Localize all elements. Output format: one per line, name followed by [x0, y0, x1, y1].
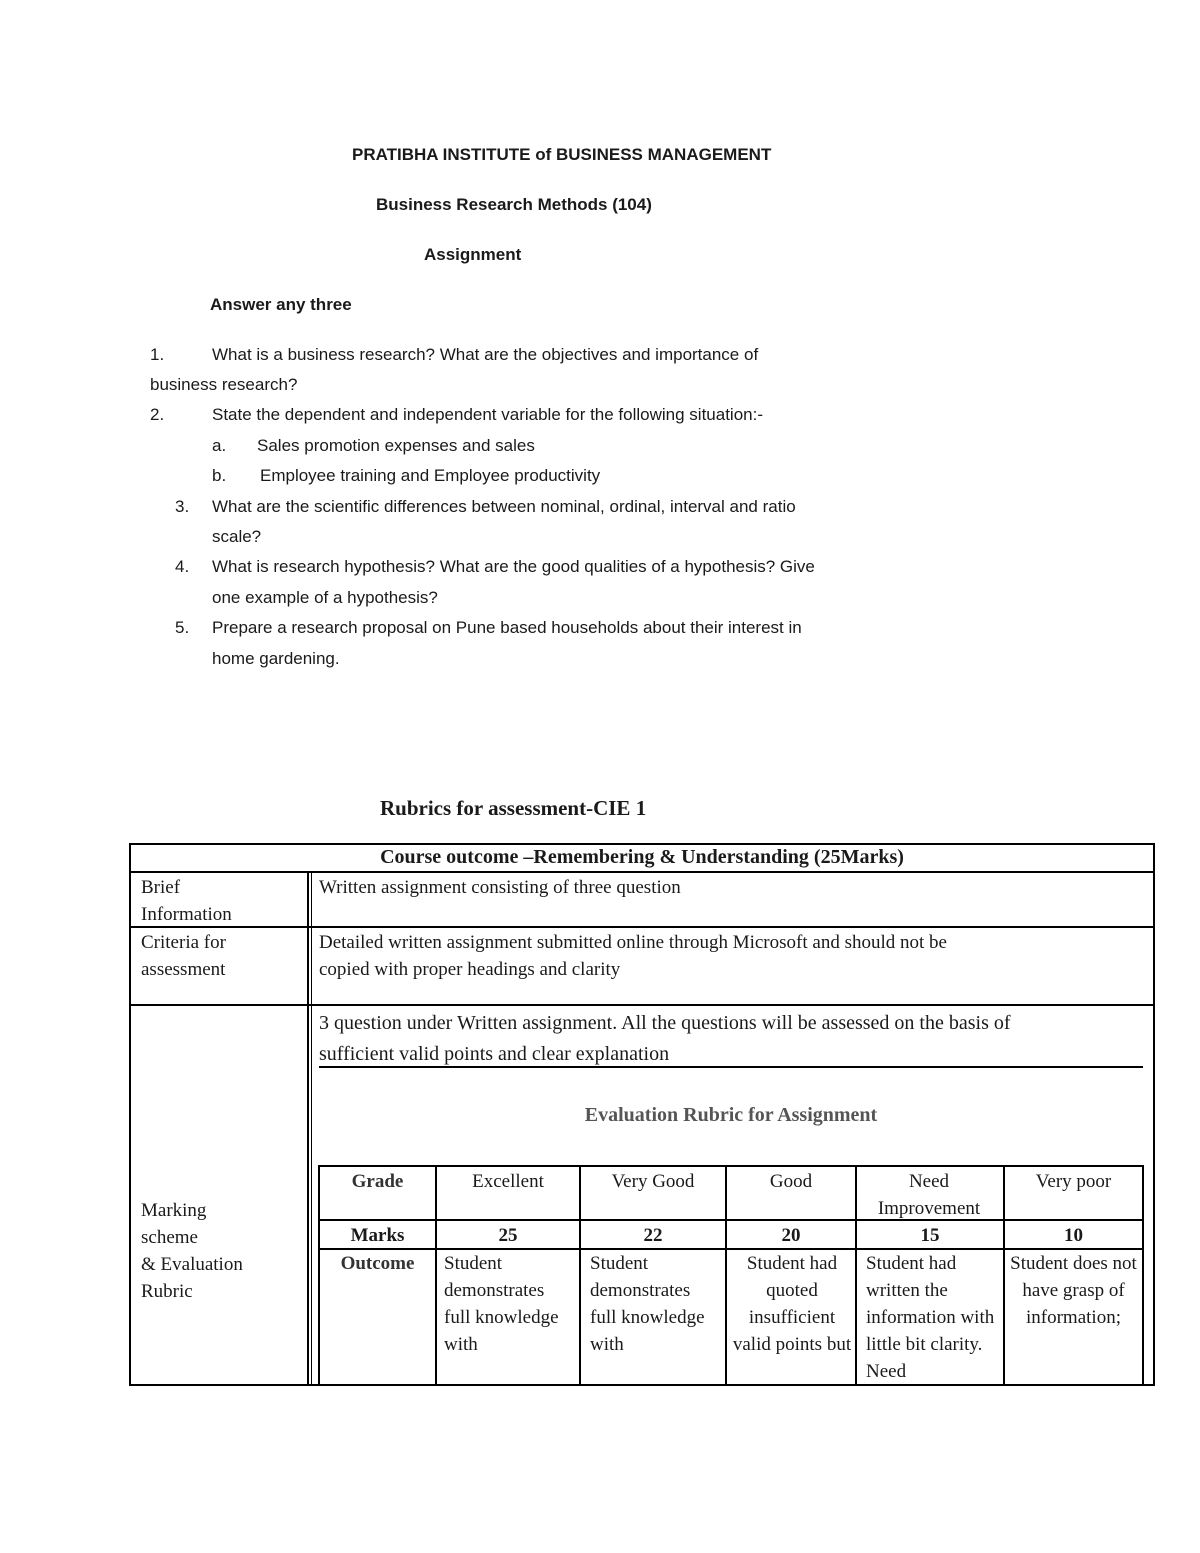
question-2b-text: Employee training and Employee productivity [260, 466, 601, 485]
outcome-very-poor: Student does not have grasp of information; [1010, 1253, 1137, 1328]
marking-value-line2: sufficient valid points and clear explanation [319, 1043, 670, 1065]
outcome-good: Student had quoted insufficient valid points but [732, 1253, 852, 1355]
grade-very-good: Very Good [611, 1171, 695, 1192]
rubric-title: Rubrics for assessment-CIE 1 [380, 796, 647, 820]
outcome-label: Outcome [340, 1253, 415, 1274]
rubric-row-divider [129, 1004, 1155, 1006]
question-5-text: Prepare a research proposal on Pune based households about their interest in [212, 618, 802, 637]
marks-label: Marks [350, 1225, 405, 1246]
marking-label-line1: Marking [141, 1200, 207, 1221]
marks-excellent: 25 [498, 1225, 518, 1246]
rubric-row-divider [129, 871, 1155, 873]
question-2-number: 2. [150, 405, 165, 424]
marking-label-line2: scheme [141, 1227, 198, 1248]
course-title: Business Research Methods (104) [376, 195, 652, 214]
question-2a-marker: a. [212, 436, 227, 455]
marking-label-line3: & Evaluation [141, 1254, 243, 1275]
rubric-column-divider [307, 871, 309, 1386]
marking-value-line1: 3 question under Written assignment. All the questions will be assessed on the basis of [319, 1012, 1011, 1034]
marks-good: 20 [781, 1225, 801, 1246]
question-4-text: What is research hypothesis? What are the good qualities of a hypothesis? Give [212, 557, 815, 576]
evaluation-rubric-title: Evaluation Rubric for Assignment [584, 1104, 878, 1126]
marks-very-poor: 10 [1064, 1225, 1083, 1246]
assignment-heading: Assignment [424, 245, 522, 264]
outcome-excellent: Student demonstrates full knowledge with [444, 1253, 559, 1355]
question-3-text: What are the scientific differences between nominal, ordinal, interval and ratio [212, 497, 796, 516]
question-2a-text: Sales promotion expenses and sales [257, 436, 535, 455]
criteria-value-line1: Detailed written assignment submitted online through Microsoft and should not be [319, 932, 947, 953]
question-2-text: State the dependent and independent variable for the following situation:- [212, 405, 764, 424]
outcome-very-good: Student demonstrates full knowledge with [590, 1253, 705, 1355]
marks-need-improvement: 15 [920, 1225, 940, 1246]
grade-need-improvement: Need Improvement [877, 1171, 981, 1219]
question-4-number: 4. [175, 557, 190, 576]
criteria-label-line2: assessment [141, 959, 226, 980]
marks-very-good: 22 [643, 1225, 663, 1246]
rubric-row-divider [129, 926, 1155, 928]
brief-label-line1: Brief [141, 877, 181, 898]
criteria-value-line2: copied with proper headings and clarity [319, 959, 621, 980]
question-1-text-cont: business research? [150, 375, 298, 394]
question-5-number: 5. [175, 618, 190, 637]
question-1-number: 1. [150, 345, 165, 364]
question-5-text-cont: home gardening. [212, 649, 340, 668]
brief-value: Written assignment consisting of three question [319, 877, 681, 898]
question-2b-marker: b. [212, 466, 227, 485]
question-4-text-cont: one example of a hypothesis? [212, 588, 438, 607]
question-3-number: 3. [175, 497, 190, 516]
eval-col-divider [1142, 1165, 1144, 1386]
institute-title: PRATIBHA INSTITUTE of BUSINESS MANAGEMENT [352, 145, 772, 164]
question-3-text-cont: scale? [212, 527, 262, 546]
rubric-column-divider-inner [311, 871, 312, 1386]
grade-very-poor: Very poor [1035, 1171, 1112, 1192]
marking-label-line4: Rubric [141, 1281, 193, 1302]
grade-label: Grade [351, 1171, 404, 1192]
outcome-row [320, 1250, 1142, 1384]
outcome-need-improvement: Student had written the information with little bit clarity. Need [866, 1253, 995, 1382]
eval-row-divider [318, 1219, 1144, 1221]
grade-good: Good [769, 1171, 813, 1192]
question-1-text: What is a business research? What are the objectives and importance of [212, 345, 759, 364]
criteria-label-line1: Criteria for [141, 932, 226, 953]
grade-excellent: Excellent [472, 1171, 544, 1192]
eval-row-divider [318, 1165, 1144, 1167]
marking-underline [319, 1066, 1143, 1068]
brief-label-line2: Information [141, 904, 232, 925]
course-outcome-header: Course outcome –Remembering & Understanding (25Marks) [380, 846, 904, 868]
answer-instruction: Answer any three [210, 295, 352, 314]
